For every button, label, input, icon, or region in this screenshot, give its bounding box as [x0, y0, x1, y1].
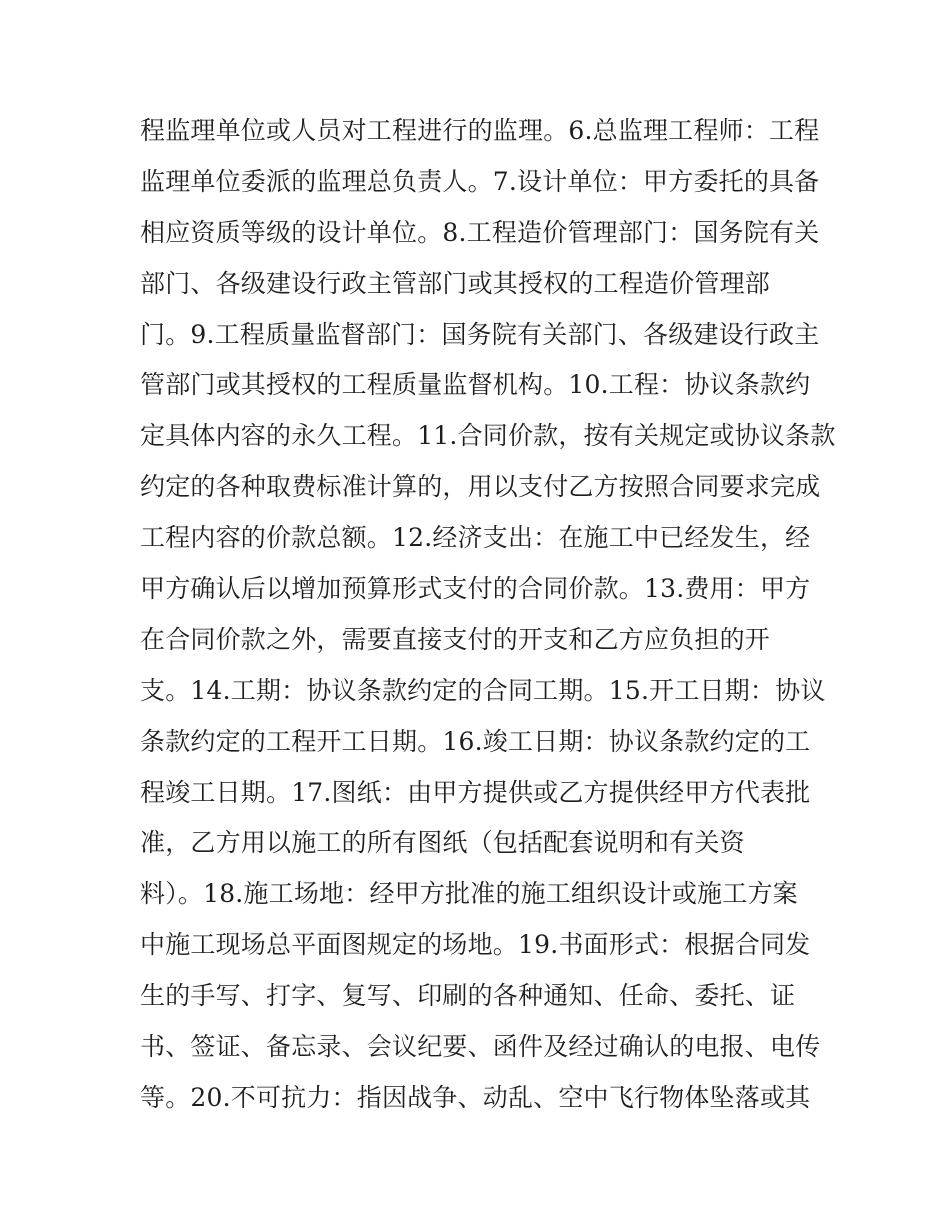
text-line: 支。14.工期：协议条款约定的合同工期。15.开工日期：协议 — [140, 675, 826, 705]
text-line: 在合同价款之外，需要直接支付的开支和乙方应负担的开 — [140, 624, 771, 654]
text-line: 条款约定的工程开工日期。16.竣工日期：协议条款约定的工 — [140, 726, 811, 756]
text-line: 程监理单位或人员对工程进行的监理。6.总监理工程师：工程 — [140, 116, 820, 145]
text-line: 准，乙方用以施工的所有图纸（包括配套说明和有关资 — [140, 828, 745, 858]
text-line: 部门、各级建设行政主管部门或其授权的工程造价管理部 — [140, 268, 771, 298]
text-line: 生的手写、打字、复写、印刷的各种通知、任命、委托、证 — [140, 981, 796, 1011]
text-line: 定具体内容的永久工程。11.合同价款，按有关规定或协议条款 — [140, 421, 836, 451]
text-line: 相应资质等级的设计单位。8.工程造价管理部门：国务院有关 — [140, 217, 820, 247]
body-text — [140, 106, 836, 1124]
text-line: 程竣工日期。17.图纸：由甲方提供或乙方提供经甲方代表批 — [140, 777, 811, 807]
text-line: 工程内容的价款总额。12.经济支出：在施工中已经发生，经 — [140, 523, 811, 553]
text-line: 约定的各种取费标准计算的，用以支付乙方按照合同要求完成 — [140, 472, 821, 502]
text-line: 甲方确认后以增加预算形式支付的合同价款。13.费用：甲方 — [140, 574, 811, 604]
text-line: 中施工现场总平面图规定的场地。19.书面形式：根据合同发 — [140, 930, 811, 960]
text-line: 等。20.不可抗力：指因战争、动乱、空中飞行物体坠落或其 — [140, 1082, 811, 1112]
text-line: 料）。18.施工场地：经甲方批准的施工组织设计或施工方案 — [140, 879, 798, 909]
text-line: 门。9.工程质量监督部门：国务院有关部门、各级建设行政主 — [140, 319, 820, 349]
text-line: 监理单位委派的监理总负责人。7.设计单位：甲方委托的具备 — [140, 166, 820, 196]
text-line: 书、签证、备忘录、会议纪要、函件及经过确认的电报、电传 — [140, 1032, 821, 1062]
text-line: 管部门或其授权的工程质量监督机构。10.工程：协议条款约 — [140, 370, 811, 400]
